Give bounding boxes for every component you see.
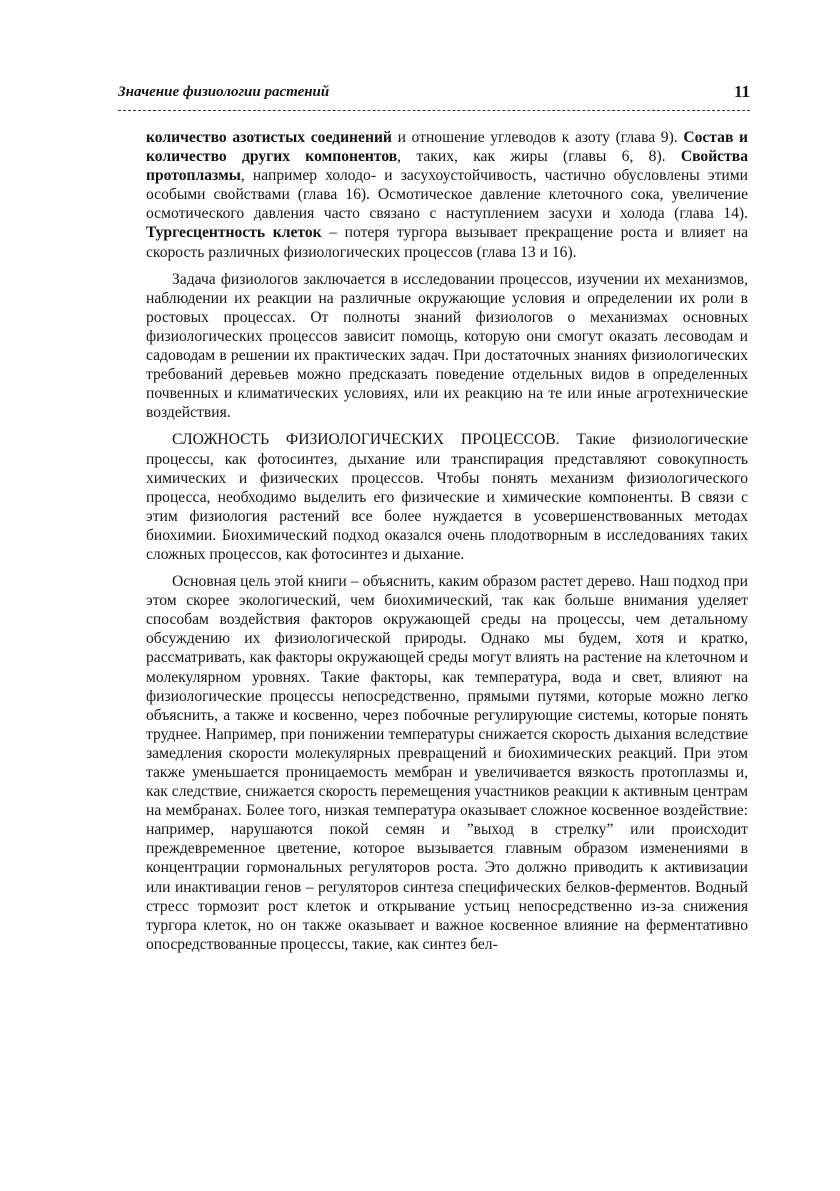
term-nitrogen-compounds: количество азотистых соединений: [146, 129, 392, 146]
paragraph-1-text-1: и отношение углеводов к азоту (глава 9).: [391, 129, 684, 146]
paragraph-3: СЛОЖНОСТЬ ФИЗИОЛОГИЧЕСКИХ ПРОЦЕССОВ. Такие физиологические процессы, как фотосинтез, дыхание или транспирация представляют совокупность химических и физических процессов. Чтобы понять механизм физиологического процесса, необходимо выделить его физические и химические компоненты. В связи с этим физиология растений все более нуждается в усовершенствованных методах биохимии. Биохимический подход оказался очень плодотворным в исследованиях таких сложных процессов, как фотосинтез и дыхание.: [146, 431, 748, 563]
running-title: Значение физиологии растений: [118, 84, 330, 100]
term-cell-turgescence: Тургесцентность клеток: [146, 224, 322, 242]
paragraph-1: [146, 128, 748, 262]
body-text: [146, 128, 748, 962]
paragraph-2: Задача физиологов заключается в исследовании процессов, изучении их механизмов, наблюдении их реакции на различные окружающие условия и определении их роли в ростовых процессах. От полноты знаний физиологов о механизмах основных физиологических процессов зависит помощь, которую они смогут оказать лесоводам и садоводам в решении их практических задач. При достаточных знаниях физиологических требований деревьев можно предсказать поведение отдельных видов в определенных почвенных и климатических условиях, или их реакцию на те или иные агротехнические воздействия.: [146, 270, 748, 422]
paragraph-4: Основная цель этой книги – объяснить, каким образом растет дерево. Наш подход при этом скорее экологический, чем биохимический, так как больше внимания уделяет способам воздействия факторов окружающей среды на процессы, чем детальному обсуждению их физиологической природы. Однако мы будем, хотя и кратко, рассматривать, как факторы окружающей среды могут влиять на растение на клеточном и молекулярном уровнях. Такие факторы, как температура, вода и свет, влияют на физиологические процессы непосредственно, прямыми путями, которые можно легко объяснить, а также и косвенно, через побочные регулирующие системы, которые понять труднее. Например, при понижении температуры снижается скорость дыхания вследствие замедления скорости молекулярных превращений и биохимических реакций. При этом также уменьшается проницаемость мембран и увеличивается вязкость протоплазмы и, как следствие, снижается скорость перемещения участников реакции к активным центрам на мембранах. Более того, низкая температура оказывает сложное косвенное воздействие: например, нарушаются покой семян и ”выход в стрелку” или происходит преждевременное цветение, которое вызывается главным образом изменениями в концентрации гормональных регуляторов роста. Это должно приводить к активизации или инактивации генов – регуляторов синтеза специфических белков-ферментов. Водный стресс тормозит рост клеток и открывание устьиц непосредственно из-за снижения тургора клеток, но он также оказывает и важное косвенное влияние на ферментативно опосредствованные процессы, такие, как синтез бел-: [146, 573, 748, 953]
paragraph-1-text-4: – потеря тургора вызывает прекращение роста и влияет на скорость различных физиологических процессов (глава 13 и 16).: [146, 224, 749, 261]
term-other-components: Состав и количество других компонентов: [146, 129, 749, 166]
term-protoplasm-properties: Свойства протоплазмы: [146, 148, 748, 185]
running-header: [118, 80, 750, 111]
paragraph-1-text-2: , таких, как жиры (главы 6, 8).: [397, 148, 681, 166]
page-number: 11: [733, 82, 750, 101]
paragraph-1-text-3: , например холодо- и засухоустойчивость, частично обусловлены этими особыми свойствами (глава 16). Осмотическое давление клеточного сока, увеличение осмотического давления часто связано с наступлением засухи и холода (глава 14).: [146, 167, 748, 223]
